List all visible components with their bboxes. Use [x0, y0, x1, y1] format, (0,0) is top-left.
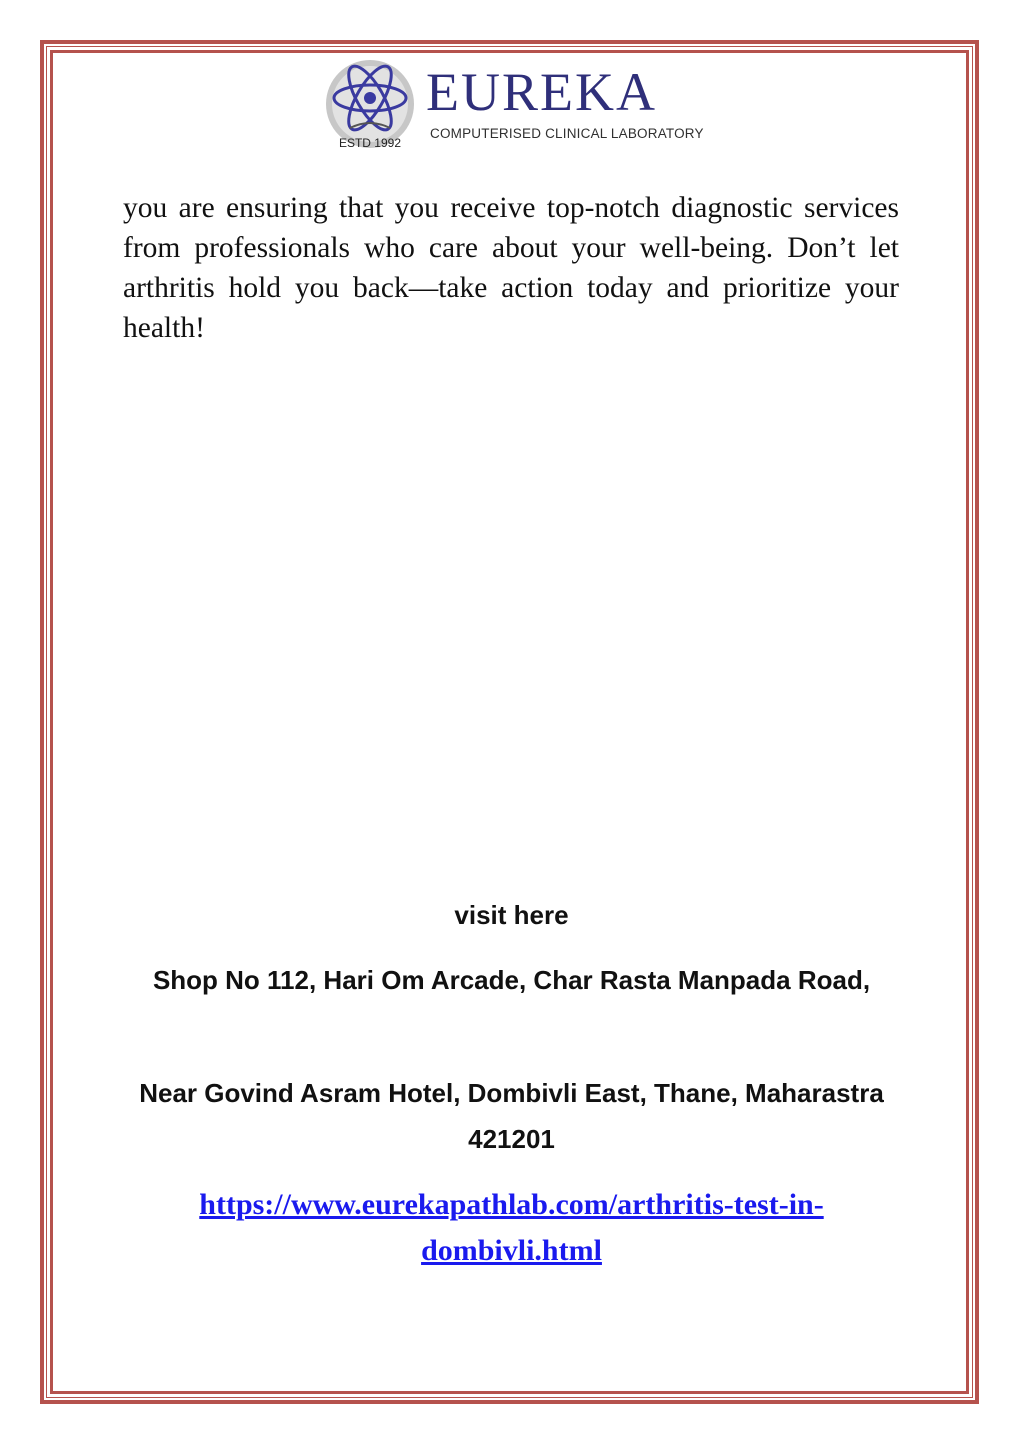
logo-wordmark: EUREKA — [426, 62, 657, 122]
eureka-logo — [322, 58, 712, 158]
address-line-2: Near Govind Asram Hotel, Dombivli East, Thane, Maharastra 421201 — [139, 1078, 884, 1154]
logo-established: ESTD 1992 — [338, 136, 402, 150]
visit-heading: visit here — [454, 900, 569, 930]
address-line-1: Shop No 112, Hari Om Arcade, Char Rasta Manpada Road, — [152, 965, 871, 995]
website-link[interactable]: https://www.eurekapathlab.com/arthritis-test-in-dombivli.html — [199, 1188, 824, 1267]
logo-subtitle: COMPUTERISED CLINICAL LABORATORY — [430, 126, 704, 141]
body-paragraph: you are ensuring that you receive top-notch diagnostic services from professionals who care about your well-being. Don’t let arthritis hold you back—take action today and prioritize your health! — [123, 192, 899, 344]
